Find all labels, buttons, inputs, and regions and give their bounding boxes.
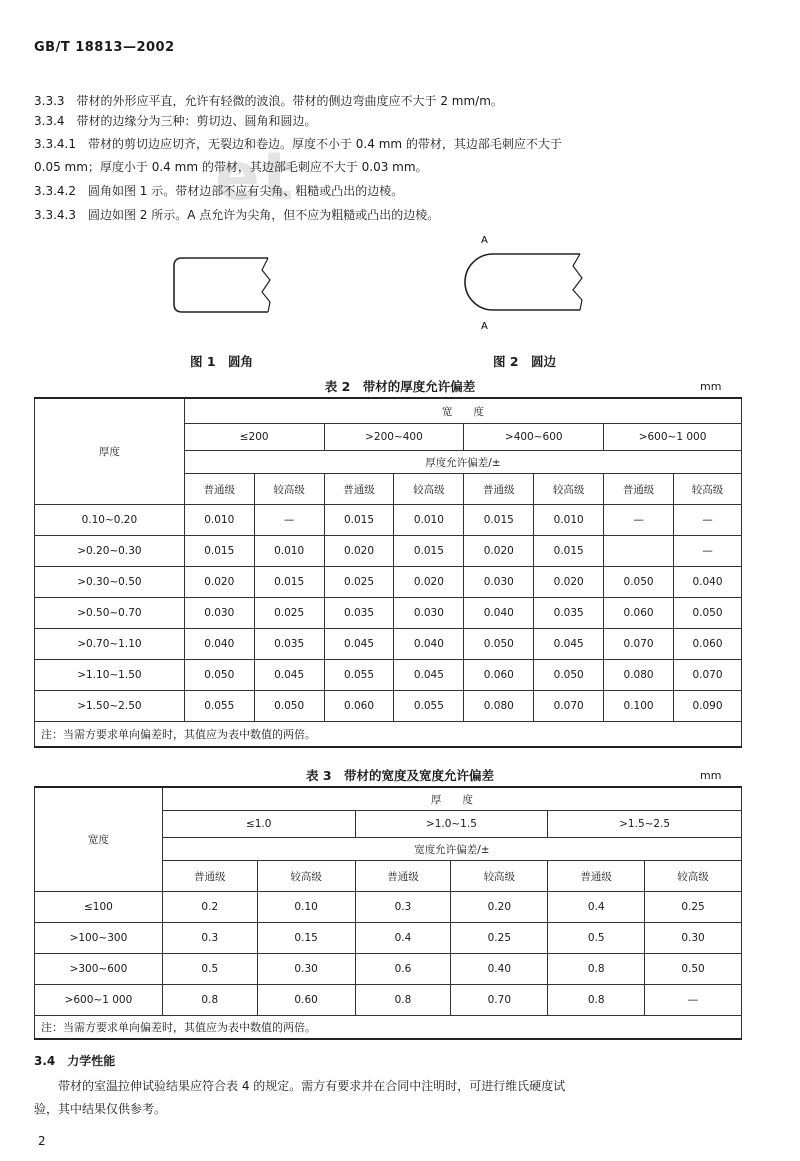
point-a-bottom-label: A [481, 321, 488, 332]
table-row [35, 567, 742, 598]
table-row [35, 892, 742, 923]
table-cell: 0.035 [534, 598, 604, 629]
table-cell: 0.060 [324, 691, 394, 722]
table-cell: 0.055 [184, 691, 254, 722]
grade-high: 较高级 [534, 474, 604, 505]
table-cell: 0.055 [394, 691, 464, 722]
table-cell: 0.070 [534, 691, 604, 722]
point-a-top-label: A [481, 235, 488, 246]
grade-normal: 普通级 [184, 474, 254, 505]
grade-high: 较高级 [451, 861, 548, 892]
table-cell: 0.025 [324, 567, 394, 598]
table-cell: — [674, 536, 742, 567]
table-row [35, 598, 742, 629]
figure-2-round-edge [455, 232, 605, 332]
table-cell: 0.020 [394, 567, 464, 598]
table-3-thickness-group: >1.5~2.5 [548, 811, 742, 838]
clause-3-3-4-3: 3.3.4.3 圆边如图 2 所示。A 点允许为尖角，但不应为粗糙或凸出的边棱。 [34, 208, 440, 222]
table-cell: 0.015 [394, 536, 464, 567]
row-label: ≤100 [35, 892, 163, 923]
table-cell: 0.60 [257, 985, 355, 1016]
row-label: 0.10~0.20 [35, 505, 185, 536]
table-row [35, 660, 742, 691]
table-cell: 0.6 [355, 954, 451, 985]
table-cell: 0.30 [257, 954, 355, 985]
table-cell: 0.070 [604, 629, 674, 660]
table-2-thickness-tolerance [34, 397, 742, 748]
section-3-4-title: 3.4 力学性能 [34, 1054, 116, 1068]
table-3-tolerance-header: 宽度允许偏差/± [162, 838, 741, 861]
table-3-thickness-group: ≤1.0 [162, 811, 355, 838]
table-cell: 0.4 [548, 892, 645, 923]
table-cell: 0.25 [451, 923, 548, 954]
table-3-caption: 表 3 带材的宽度及宽度允许偏差 [305, 768, 495, 783]
table-cell: 0.15 [257, 923, 355, 954]
table-cell: 0.50 [645, 954, 742, 985]
table-row [35, 629, 742, 660]
figure-2-caption: 图 2 圆边 [493, 354, 557, 369]
grade-high: 较高级 [257, 861, 355, 892]
table-row [35, 923, 742, 954]
grade-normal: 普通级 [604, 474, 674, 505]
grade-high: 较高级 [254, 474, 324, 505]
clause-3-3-4-1-line2: 0.05 mm；厚度小于 0.4 mm 的带材，其边部毛刺应不大于 0.03 mm。 [34, 160, 428, 174]
table-cell: — [645, 985, 742, 1016]
clause-3-3-4-1-line1: 3.3.4.1 带材的剪切边应切齐，无裂边和卷边。厚度不小于 0.4 mm 的带材，其边部毛刺应不大于 [34, 137, 562, 151]
table-2-width-group: >400~600 [464, 424, 604, 451]
table-cell: 0.040 [394, 629, 464, 660]
table-cell: 0.070 [674, 660, 742, 691]
table-cell: 0.2 [162, 892, 257, 923]
table-cell [604, 536, 674, 567]
clause-3-3-4-2: 3.3.4.2 圆角如图 1 示。带材边部不应有尖角、粗糙或凸出的边棱。 [34, 184, 404, 198]
table-row [35, 985, 742, 1016]
table-cell: 0.060 [604, 598, 674, 629]
grade-normal: 普通级 [355, 861, 451, 892]
clause-3-3-3: 3.3.3 带材的外形应平直，允许有轻微的波浪。带材的侧边弯曲度应不大于 2 mm/m。 [34, 94, 503, 108]
table-cell: 0.040 [184, 629, 254, 660]
table-2-caption: 表 2 带材的厚度允许偏差 [324, 379, 476, 394]
table-cell: 0.010 [534, 505, 604, 536]
table-cell: 0.015 [324, 505, 394, 536]
table-cell: 0.050 [254, 691, 324, 722]
table-2-width-header: 宽 度 [184, 398, 741, 424]
table-cell: 0.025 [254, 598, 324, 629]
watermark: et [215, 138, 296, 215]
table-cell: 0.8 [548, 954, 645, 985]
table-cell: — [604, 505, 674, 536]
table-cell: 0.100 [604, 691, 674, 722]
table-3-width-tolerance [34, 786, 742, 1040]
table-cell: 0.050 [604, 567, 674, 598]
table-cell: 0.035 [324, 598, 394, 629]
table-row [35, 691, 742, 722]
row-label: >0.20~0.30 [35, 536, 185, 567]
table-2-thickness-header: 厚度 [35, 398, 185, 505]
table-cell: 0.045 [394, 660, 464, 691]
table-2-tolerance-header: 厚度允许偏差/± [184, 451, 741, 474]
table-cell: 0.045 [324, 629, 394, 660]
row-label: >1.10~1.50 [35, 660, 185, 691]
table-cell: 0.090 [674, 691, 742, 722]
table-cell: 0.060 [464, 660, 534, 691]
grade-normal: 普通级 [464, 474, 534, 505]
table-cell: 0.030 [464, 567, 534, 598]
table-cell: 0.080 [464, 691, 534, 722]
table-cell: 0.30 [645, 923, 742, 954]
table-cell: 0.050 [534, 660, 604, 691]
row-label: >0.30~0.50 [35, 567, 185, 598]
table-cell: 0.015 [254, 567, 324, 598]
grade-normal: 普通级 [324, 474, 394, 505]
table-row [35, 505, 742, 536]
table-row [35, 536, 742, 567]
section-3-4-body-line2: 验，其中结果仅供参考。 [34, 1102, 167, 1116]
table-2-width-group: >600~1 000 [604, 424, 742, 451]
table-2-unit: mm [700, 380, 722, 393]
table-cell: 0.035 [254, 629, 324, 660]
table-cell: 0.040 [674, 567, 742, 598]
page-number: 2 [38, 1134, 46, 1148]
table-cell: 0.020 [534, 567, 604, 598]
table-cell: 0.3 [355, 892, 451, 923]
table-3-unit: mm [700, 769, 722, 782]
table-2-note: 注：当需方要求单向偏差时，其值应为表中数值的两倍。 [35, 722, 742, 748]
table-cell: 0.10 [257, 892, 355, 923]
figure-1-rounded-corner [160, 250, 290, 320]
table-3-note: 注：当需方要求单向偏差时，其值应为表中数值的两倍。 [35, 1016, 742, 1040]
grade-high: 较高级 [674, 474, 742, 505]
grade-high: 较高级 [394, 474, 464, 505]
clause-3-3-4: 3.3.4 带材的边缘分为三种：剪切边、圆角和圆边。 [34, 114, 317, 128]
table-cell: 0.020 [464, 536, 534, 567]
table-cell: 0.060 [674, 629, 742, 660]
table-cell: 0.050 [464, 629, 534, 660]
table-cell: 0.050 [674, 598, 742, 629]
table-3-width-header: 宽度 [35, 787, 163, 892]
row-label: >1.50~2.50 [35, 691, 185, 722]
section-3-4-body-line1: 带材的室温拉伸试验结果应符合表 4 的规定。需方有要求并在合同中注明时，可进行维氏硬度试 [58, 1079, 566, 1093]
table-cell: 0.045 [534, 629, 604, 660]
row-label: >600~1 000 [35, 985, 163, 1016]
table-cell: 0.3 [162, 923, 257, 954]
table-cell: — [254, 505, 324, 536]
table-cell: 0.040 [464, 598, 534, 629]
table-cell: 0.010 [254, 536, 324, 567]
table-cell: 0.010 [394, 505, 464, 536]
table-cell: 0.5 [162, 954, 257, 985]
grade-normal: 普通级 [162, 861, 257, 892]
table-cell: 0.8 [162, 985, 257, 1016]
table-cell: 0.015 [184, 536, 254, 567]
table-2-width-group: ≤200 [184, 424, 324, 451]
table-2-width-group: >200~400 [324, 424, 464, 451]
table-cell: 0.8 [355, 985, 451, 1016]
table-cell: 0.5 [548, 923, 645, 954]
table-cell: 0.020 [184, 567, 254, 598]
row-label: >300~600 [35, 954, 163, 985]
table-cell: 0.015 [464, 505, 534, 536]
table-cell: 0.080 [604, 660, 674, 691]
table-cell: 0.010 [184, 505, 254, 536]
table-cell: 0.015 [534, 536, 604, 567]
table-cell: 0.40 [451, 954, 548, 985]
table-cell: 0.030 [394, 598, 464, 629]
table-cell: 0.030 [184, 598, 254, 629]
table-cell: 0.055 [324, 660, 394, 691]
table-cell: 0.020 [324, 536, 394, 567]
table-3-thickness-header: 厚 度 [162, 787, 741, 811]
table-cell: 0.20 [451, 892, 548, 923]
table-row [35, 954, 742, 985]
row-label: >100~300 [35, 923, 163, 954]
table-cell: — [674, 505, 742, 536]
table-cell: 0.050 [184, 660, 254, 691]
table-cell: 0.8 [548, 985, 645, 1016]
figure-1-caption: 图 1 圆角 [190, 354, 254, 369]
standard-number: GB/T 18813—2002 [34, 40, 175, 55]
table-cell: 0.4 [355, 923, 451, 954]
grade-high: 较高级 [645, 861, 742, 892]
row-label: >0.50~0.70 [35, 598, 185, 629]
grade-normal: 普通级 [548, 861, 645, 892]
table-3-thickness-group: >1.0~1.5 [355, 811, 548, 838]
table-cell: 0.045 [254, 660, 324, 691]
table-cell: 0.25 [645, 892, 742, 923]
table-cell: 0.70 [451, 985, 548, 1016]
row-label: >0.70~1.10 [35, 629, 185, 660]
